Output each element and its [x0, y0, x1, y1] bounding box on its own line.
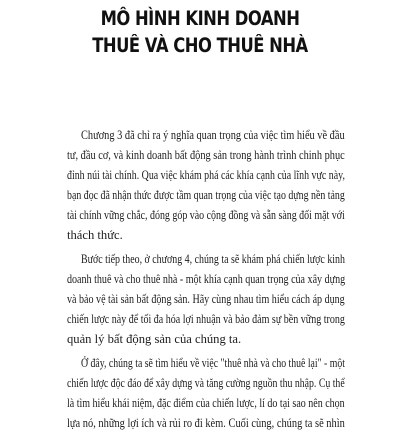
paragraph-1-line-5: tài chính vững chắc, đóng góp vào cộng đồng và sẵn sàng đối mặt với — [67, 208, 345, 222]
paragraph-3-line-1: Ở đây, chúng ta sẽ tìm hiểu về việc "thuê nhà và cho thuê lại" - một — [81, 356, 345, 370]
paragraph-3-line-2: chiến lược độc đáo để xây dựng và tăng cường nguồn thu nhập. Cụ thể — [67, 376, 345, 390]
paragraph-3-line-3: là tìm hiểu khái niệm, đặc điểm của chiến lược, lí do tại sao nên chọn — [67, 396, 345, 410]
paragraph-2-line-5: quản lý bất động sản của chúng ta. — [67, 332, 242, 346]
paragraph-1-line-1: Chương 3 đã chỉ ra ý nghĩa quan trọng của việc tìm hiểu về đầu — [81, 128, 345, 142]
paragraph-1-line-6: thách thức. — [67, 228, 123, 242]
paragraph-1-line-4: bạn đọc đã nhận thức được tầm quan trọng của việc tạo dựng nền tảng — [67, 188, 345, 202]
paragraph-2-line-2: doanh thuê và cho thuê nhà - một khía cạnh quan trọng của xây dựng — [67, 272, 346, 286]
paragraph-2-line-3: và bảo vệ tài sản bất động sản. Hãy cùng nhau tìm hiểu cách áp dụng — [67, 292, 345, 306]
paragraph-2-line-1: Bước tiếp theo, ở chương 4, chúng ta sẽ khám phá chiến lược kinh — [81, 252, 345, 266]
chapter-title-line-1: MÔ HÌNH KINH DOANH — [100, 7, 300, 30]
paragraph-3-line-4: lựa nó, những lợi ích và rủi ro đi kèm. Cuối cùng, chúng ta sẽ nhìn — [67, 416, 345, 430]
chapter-title-line-2: THUÊ VÀ CHO THUÊ NHÀ — [92, 34, 308, 57]
paragraph-2-line-4: chiến lược này để tối đa hóa lợi nhuận và bảo đảm sự bền vững trong — [67, 312, 345, 326]
paragraph-1-line-2: tư, đầu cơ, và kinh doanh bất động sản trong hành trình chinh phục — [67, 148, 345, 162]
paragraph-1-line-3: đỉnh núi tài chính. Qua việc khám phá các khía cạnh của lĩnh vực này, — [67, 168, 345, 182]
